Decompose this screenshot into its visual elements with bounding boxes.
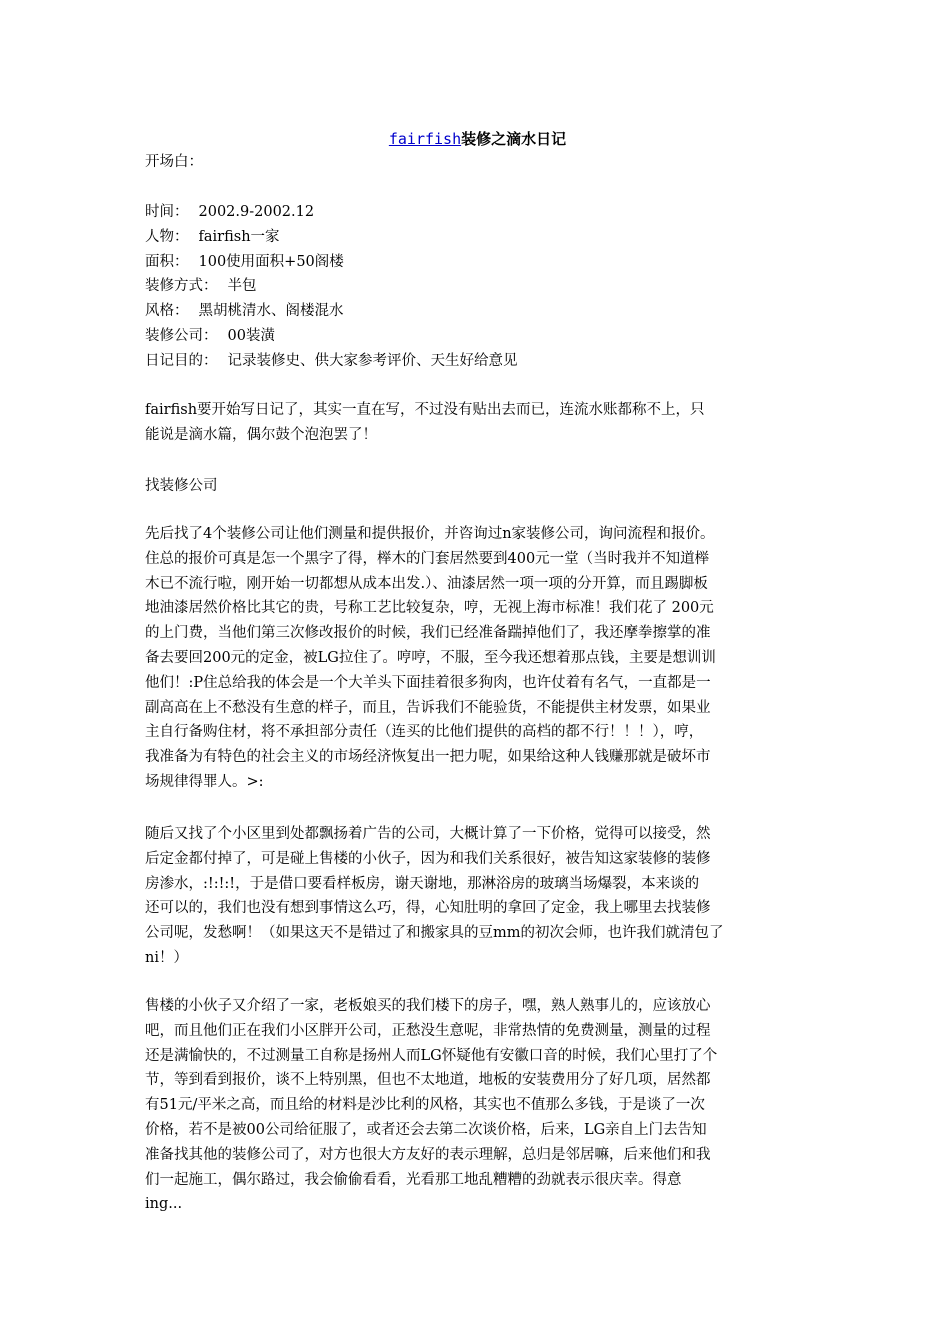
paragraph-line: 还可以的，我们也没有想到事情这么巧，得，心知肚明的拿回了定金，我上哪里去找装修 — [145, 900, 711, 917]
paragraph-line: 能说是滴水篇，偶尔鼓个泡泡罢了！ — [145, 426, 377, 443]
meta-label: 时间： — [145, 204, 189, 220]
meta-label: 面积： — [145, 253, 189, 270]
document-title — [145, 128, 810, 150]
meta-row-method — [145, 274, 810, 299]
paragraph-line: 吧，而且他们正在我们小区胖开公司，正愁没生意呢，非常热情的免费测量，测量的过程 — [145, 1022, 711, 1039]
paragraph-line: 的上门费，当他们第三次修改报价的时候，我们已经准备踹掉他们了，我还摩拳擦掌的准 — [145, 625, 711, 642]
paragraph-line: 有51元/平米之高，而且给的材料是沙比利的风格，其实也不值那么多钱，于是谈了一次 — [145, 1097, 705, 1114]
paragraph-line: 主自行备购住材，将不承担部分责任（连买的比他们提供的高档的都不行！！！），哼， — [145, 724, 704, 741]
meta-label: 日记目的： — [145, 352, 218, 369]
title-link[interactable]: fairfish — [388, 130, 462, 148]
paragraph-line: 场规律得罪人。>: — [145, 773, 264, 790]
title-text: 装修之滴水日记 — [461, 130, 567, 148]
meta-row-style — [145, 299, 810, 324]
meta-label: 风格： — [145, 303, 189, 320]
paragraph-line: 后定金都付掉了，可是碰上售楼的小伙子，因为和我们关系很好，被告知这家装修的装修 — [145, 850, 711, 867]
meta-list — [145, 200, 810, 374]
meta-value: 半包 — [227, 278, 257, 295]
intro-text: 开场白： — [145, 154, 203, 170]
paragraph-line: 节，等到看到报价，谈不上特别黑，但也不太地道，地板的安装费用分了好几项，居然都 — [145, 1072, 711, 1089]
meta-value: fairfish一家 — [198, 228, 280, 245]
heading-text: 找装修公司 — [145, 478, 218, 494]
paragraph-line: 先后找了4个装修公司让他们测量和提供报价，并咨询过n家装修公司，询问流程和报价。 — [145, 526, 715, 542]
paragraph-line: 他们！:P住总给我的体会是一个大羊头下面挂着很多狗肉，也许仗着有名气，一直都是一 — [145, 674, 711, 691]
paragraph-line: 房渗水，:!:!:!，于是借口要看样板房，谢天谢地，那淋浴房的玻璃当场爆裂，本来谈的 — [145, 875, 700, 892]
meta-value: 黑胡桃清水、阁楼混水 — [198, 303, 344, 320]
meta-label: 装修公司： — [145, 327, 218, 344]
paragraph-line: 地油漆居然价格比其它的贵，号称工艺比较复杂，哼，无视上海市标准！我们花了 200元 — [145, 600, 714, 617]
paragraph-2 — [145, 522, 810, 795]
intro-line — [145, 150, 810, 175]
paragraph-line: 公司呢，发愁啊！（如果这天不是错过了和搬家具的豆mm的初次会师，也许我们就清包了 — [145, 925, 724, 942]
meta-row-time — [145, 200, 810, 225]
paragraph-line: 副高高在上不愁没有生意的样子，而且，告诉我们不能验货，不能提供主材发票，如果业 — [145, 699, 711, 716]
meta-label: 人物： — [145, 228, 189, 245]
paragraph-3 — [145, 822, 810, 971]
meta-row-purpose — [145, 349, 810, 374]
paragraph-line: 住总的报价可真是怎一个黑字了得，榉木的门套居然要到400元一堂（当时我并不知道榉 — [145, 550, 710, 567]
meta-row-people — [145, 225, 810, 250]
meta-value: 00装潢 — [227, 327, 275, 344]
paragraph-line: 我准备为有特色的社会主义的市场经济恢复出一把力呢，如果给这种人钱赚那就是破坏市 — [145, 749, 711, 766]
meta-label: 装修方式： — [145, 278, 218, 295]
paragraph-line: ni！） — [145, 949, 188, 966]
meta-value: 2002.9-2002.12 — [198, 204, 315, 220]
paragraph-4 — [145, 994, 810, 1217]
paragraph-line: 们一起施工，偶尔路过，我会偷偷看看，光看那工地乱糟糟的劲就表示很庆幸。得意 — [145, 1171, 682, 1188]
meta-row-area — [145, 250, 810, 275]
paragraph-line: 随后又找了个小区里到处都飘扬着广告的公司，大概计算了一下价格，觉得可以接受，然 — [145, 826, 711, 842]
paragraph-line: fairfish要开始写日记了，其实一直在写，不过没有贴出去而已，连流水账都称不上，只 — [145, 402, 705, 418]
section-heading — [145, 474, 810, 499]
paragraph-line: ing... — [145, 1196, 183, 1213]
paragraph-line: 备去要回200元的定金，被LG拉住了。哼哼，不服，至今我还想着那点钱，主要是想训训 — [145, 649, 716, 666]
meta-value: 100使用面积+50阁楼 — [198, 253, 344, 270]
meta-row-company — [145, 324, 810, 349]
paragraph-line: 还是满愉快的，不过测量工自称是扬州人而LG怀疑他有安徽口音的时候，我们心里打了个 — [145, 1047, 718, 1064]
paragraph-line: 准备找其他的装修公司了，对方也很大方友好的表示理解，总归是邻居嘛，后来他们和我 — [145, 1146, 711, 1163]
meta-value: 记录装修史、供大家参考评价、天生好给意见 — [227, 352, 518, 369]
paragraph-line: 售楼的小伙子又介绍了一家，老板娘买的我们楼下的房子，嘿，熟人熟事儿的，应该放心 — [145, 998, 711, 1014]
paragraph-line: 木已不流行啦，刚开始一切都想从成本出发.）、油漆居然一项一项的分开算，而且踢脚板 — [145, 575, 708, 592]
paragraph-line: 价格，若不是被00公司给征服了，或者还会去第二次谈价格，后来，LG亲自上门去告知 — [145, 1121, 707, 1138]
paragraph-1 — [145, 398, 810, 448]
